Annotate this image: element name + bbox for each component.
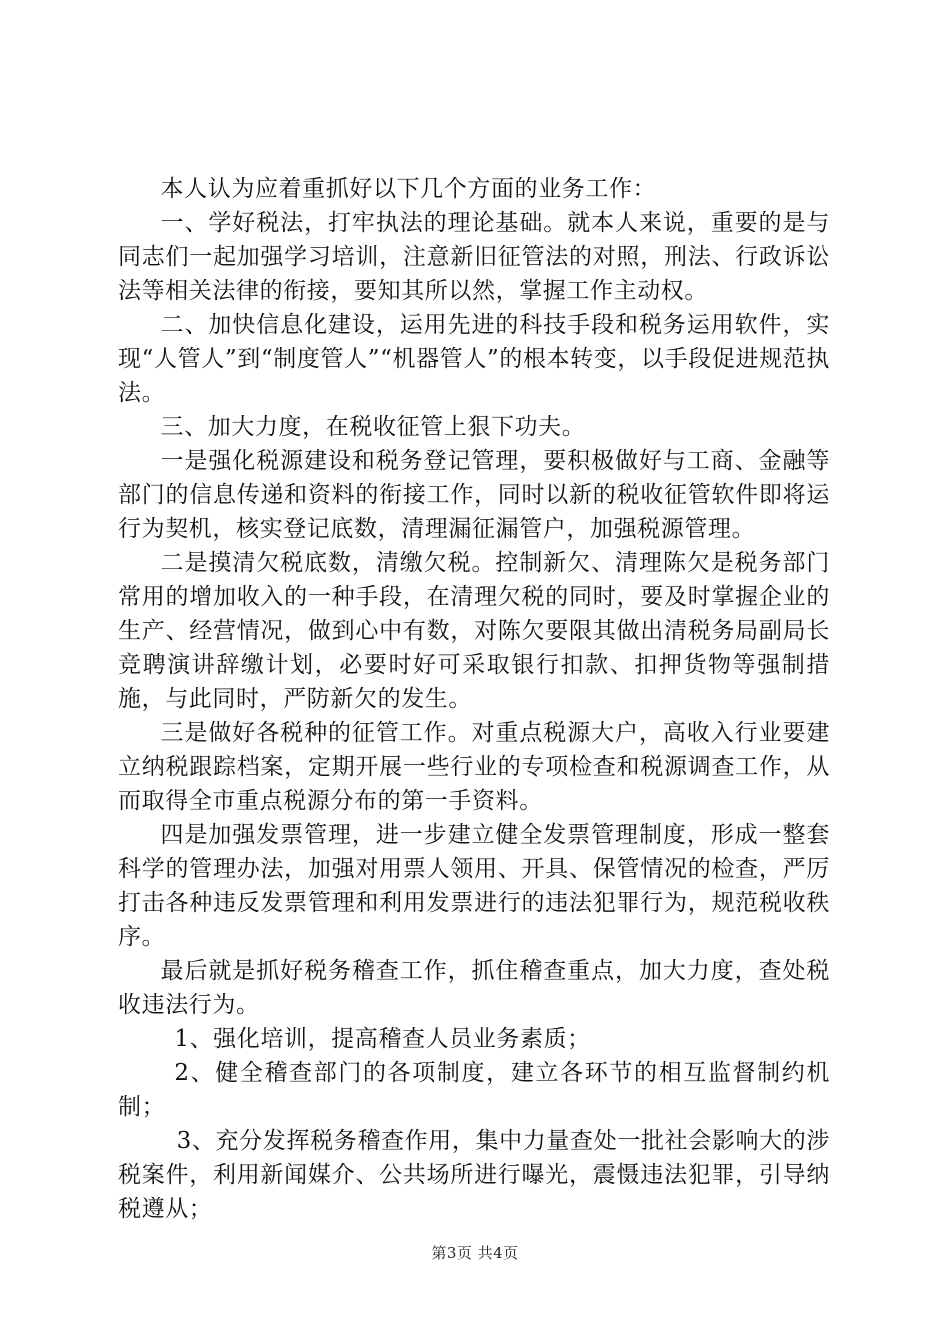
paragraph-point-2: 二、加快信息化建设，运用先进的科技手段和税务运用软件，实现“人管人”到“制度管人”“机器管人”的根本转变，以手段促进规范执法。 — [118, 312, 830, 406]
page-footer: 第3页 共4页 — [431, 1244, 519, 1262]
document-body — [118, 172, 830, 1226]
paragraph-sub-3: 三是做好各税种的征管工作。对重点税源大户，高收入行业要建立纳税跟踪档案，定期开展一些行业的专项检查和税源调查工作，从而取得全市重点税源分布的第一手资料。 — [118, 720, 830, 814]
list-item-2: 2、健全稽查部门的各项制度，建立各环节的相互监督制约机制； — [118, 1060, 830, 1120]
paragraph-sub-4: 四是加强发票管理，进一步建立健全发票管理制度，形成一整套科学的管理办法，加强对用票人领用、开具、保管情况的检查，严厉打击各种违反发票管理和利用发票进行的违法犯罪行为，规范税收秩序。 — [118, 822, 830, 950]
paragraph-final: 最后就是抓好税务稽查工作，抓住稽查重点，加大力度，查处税收违法行为。 — [118, 958, 830, 1018]
list-item-3: 3、充分发挥税务稽查作用，集中力量查处一批社会影响大的涉税案件，利用新闻媒介、公共场所进行曝光，震慑违法犯罪，引导纳税遵从； — [118, 1128, 830, 1222]
paragraph-sub-1: 一是强化税源建设和税务登记管理，要积极做好与工商、金融等部门的信息传递和资料的衔接工作，同时以新的税收征管软件即将运行为契机，核实登记底数，清理漏征漏管户，加强税源管理。 — [118, 448, 830, 542]
paragraph-sub-2: 二是摸清欠税底数，清缴欠税。控制新欠、清理陈欠是税务部门常用的增加收入的一种手段，在清理欠税的同时，要及时掌握企业的生产、经营情况，做到心中有数，对陈欠要限其做出清税务局副局长竞聘演讲辞缴计划，必要时好可采取银行扣款、扣押货物等强制措施，与此同时，严防新欠的发生。 — [118, 550, 830, 712]
paragraph-point-3: 三、加大力度，在税收征管上狠下功夫。 — [160, 414, 586, 440]
paragraph-intro: 本人认为应着重抓好以下几个方面的业务工作： — [160, 176, 657, 202]
list-item-1: 1、强化培训，提高稽查人员业务素质； — [174, 1026, 591, 1052]
paragraph-point-1: 一、学好税法，打牢执法的理论基础。就本人来说，重要的是与同志们一起加强学习培训，注意新旧征管法的对照，刑法、行政诉讼法等相关法律的衔接，要知其所以然，掌握工作主动权。 — [118, 210, 830, 304]
